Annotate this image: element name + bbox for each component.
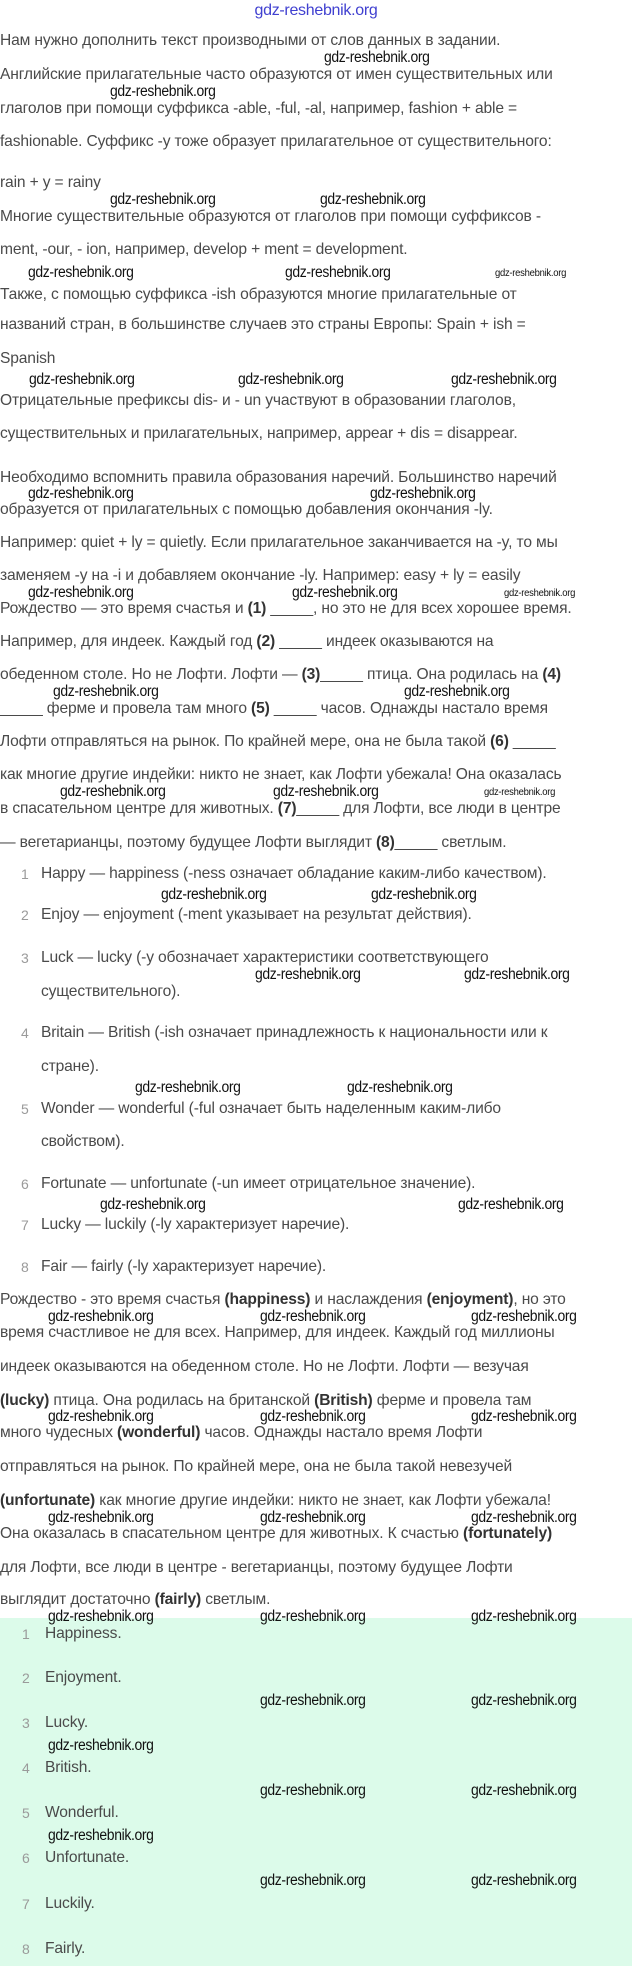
watermark-text: gdz-reshebnik.org	[29, 371, 135, 388]
exercise-line: обеденном столе. Но не Лофти. Лофти — (3)_____ птица. Она родилась на (4)	[0, 666, 561, 683]
answer-item: Unfortunate.	[45, 1849, 130, 1866]
rules-line: Также, с помощью суффикса -ish образуются многие прилагательные от	[0, 286, 517, 303]
watermark-text: gdz-reshebnik.org	[110, 83, 216, 100]
bold-term: (6)	[490, 733, 509, 750]
watermark-text: gdz-reshebnik.org	[347, 1079, 453, 1096]
watermark-text: gdz-reshebnik.org	[48, 1408, 154, 1425]
answer-item: Lucky.	[45, 1714, 89, 1731]
bold-term: (lucky)	[0, 1392, 50, 1409]
list-number: 7	[21, 1217, 29, 1233]
answer-item: Happiness.	[45, 1625, 122, 1642]
answer-text-line: время счастливое не для всех. Например, для индеек. Каждый год миллионы	[0, 1324, 555, 1341]
answer-item: Luckily.	[45, 1895, 95, 1912]
watermark-text: gdz-reshebnik.org	[260, 1608, 366, 1625]
rules-line: существительных и прилагательных, например, appear + dis = disappear.	[0, 425, 518, 442]
list-number: 4	[21, 1025, 29, 1041]
watermark-text: gdz-reshebnik.org	[285, 264, 391, 281]
bold-term: (wonderful)	[117, 1424, 201, 1441]
answer-text-line: (lucky) птица. Она родилась на британской (British) ферме и провела там	[0, 1392, 532, 1409]
watermark-text: gdz-reshebnik.org	[260, 1872, 366, 1889]
watermark-text: gdz-reshebnik.org	[484, 786, 556, 798]
watermark-text: gdz-reshebnik.org	[292, 584, 398, 601]
bold-term: (unfortunate)	[0, 1492, 96, 1509]
watermark-text: gdz-reshebnik.org	[255, 966, 361, 983]
explanation-item: Lucky — luckily (-ly характеризует наречие).	[41, 1216, 350, 1233]
watermark-text: gdz-reshebnik.org	[161, 886, 267, 903]
explanation-item: свойством).	[41, 1133, 125, 1150]
watermark-text: gdz-reshebnik.org	[48, 1827, 154, 1844]
bold-term: (enjoyment)	[426, 1291, 514, 1308]
watermark-text: gdz-reshebnik.org	[504, 587, 576, 599]
watermark-text: gdz-reshebnik.org	[110, 191, 216, 208]
list-number: 5	[21, 1101, 29, 1117]
answer-text-line: выглядит достаточно (fairly) светлым.	[0, 1591, 271, 1608]
answer-item: Enjoyment.	[45, 1669, 122, 1686]
watermark-text: gdz-reshebnik.org	[471, 1509, 577, 1526]
list-number: 3	[22, 1715, 30, 1731]
watermark-text: gdz-reshebnik.org	[48, 1608, 154, 1625]
bold-term: (1)	[247, 600, 267, 617]
bold-term: (4)	[542, 666, 561, 683]
list-number: 6	[21, 1176, 29, 1192]
answer-text-line: Рождество - это время счастья (happiness) и наслаждения (enjoyment), но это	[0, 1291, 566, 1308]
watermark-text: gdz-reshebnik.org	[324, 49, 430, 66]
answer-text-line: (unfortunate) как многие другие индейки: никто не знает, как Лофти убежала!	[0, 1492, 551, 1509]
bold-term: (5)	[251, 700, 270, 717]
explanation-item: Happy — happiness (-ness означает обладание каким-либо качеством).	[41, 865, 547, 882]
watermark-text: gdz-reshebnik.org	[273, 783, 379, 800]
watermark-text: gdz-reshebnik.org	[100, 1196, 206, 1213]
exercise-line: — вегетарианцы, поэтому будущее Лофти выглядит (8)_____ светлым.	[0, 834, 507, 851]
rules-line: rain + y = rainy	[0, 174, 101, 191]
list-number: 3	[21, 950, 29, 966]
exercise-line: как многие другие индейки: никто не знает, как Лофти убежала! Она оказалась	[0, 766, 562, 783]
watermark-text: gdz-reshebnik.org	[28, 584, 134, 601]
exercise-line: _____ ферме и провела там много (5) _____ часов. Однажды настало время	[0, 700, 548, 717]
watermark-text: gdz-reshebnik.org	[464, 966, 570, 983]
explanation-item: Enjoy — enjoyment (-ment указывает на результат действия).	[41, 906, 472, 923]
list-number: 7	[22, 1896, 30, 1912]
exercise-line: Например, для индеек. Каждый год (2) _____ индеек оказываются на	[0, 633, 494, 650]
watermark-text: gdz-reshebnik.org	[471, 1408, 577, 1425]
watermark-text: gdz-reshebnik.org	[471, 1782, 577, 1799]
exercise-line: Лофти отправляться на рынок. По крайней мере, она не была такой (6) _____	[0, 733, 556, 750]
rules-line: Многие существительные образуются от глаголов при помощи суффиксов -	[0, 208, 541, 225]
watermark-text: gdz-reshebnik.org	[238, 371, 344, 388]
bold-term: (2)	[256, 633, 276, 650]
answer-item: Fairly.	[45, 1940, 86, 1957]
bold-term: (happiness)	[224, 1291, 311, 1308]
watermark-text: gdz-reshebnik.org	[458, 1196, 564, 1213]
rules-line: fashionable. Суффикс -y тоже образует прилагательное от существительного:	[0, 133, 552, 150]
rules-line: Отрицательные префиксы dis- и - un участвуют в образовании глаголов,	[0, 392, 516, 409]
watermark-text: gdz-reshebnik.org	[471, 1692, 577, 1709]
bold-term: (7)	[277, 800, 297, 817]
rules-line: Необходимо вспомнить правила образования наречий. Большинство наречий	[0, 469, 557, 486]
list-number: 8	[21, 1259, 29, 1275]
bold-term: (fortunately)	[463, 1525, 553, 1542]
watermark-text: gdz-reshebnik.org	[260, 1782, 366, 1799]
rules-line: Английские прилагательные часто образуются от имен существительных или	[0, 66, 553, 83]
site-watermark-title: gdz-reshebnik.org	[254, 2, 378, 19]
watermark-text: gdz-reshebnik.org	[260, 1408, 366, 1425]
exercise-line: в спасательном центре для животных. (7)_____ для Лофти, все люди в центре	[0, 800, 561, 817]
answer-item: Wonderful.	[45, 1804, 119, 1821]
watermark-text: gdz-reshebnik.org	[371, 886, 477, 903]
rules-line: глаголов при помощи суффикса -able, -ful, -al, например, fashion + able =	[0, 100, 518, 117]
list-number: 1	[22, 1626, 30, 1642]
list-number: 4	[22, 1760, 30, 1776]
explanation-item: Wonder — wonderful (-ful означает быть наделенным каким-либо	[41, 1100, 501, 1117]
explanation-item: Fortunate — unfortunate (-un имеет отрицательное значение).	[41, 1175, 476, 1192]
explanation-item: Luck — lucky (-y обозначает характеристики соответствующего	[41, 949, 489, 966]
answer-text-line: Она оказалась в спасательном центре для животных. К счастью (fortunately)	[0, 1525, 553, 1542]
rules-line: названий стран, в большинстве случаев это страны Европы: Spain + ish =	[0, 316, 526, 333]
exercise-line: Рождество — это время счастья и (1) _____, но это не для всех хорошее время.	[0, 600, 572, 617]
watermark-text: gdz-reshebnik.org	[260, 1308, 366, 1325]
watermark-text: gdz-reshebnik.org	[260, 1509, 366, 1526]
list-number: 2	[22, 1670, 30, 1686]
explanation-item: Britain — British (-ish означает принадлежность к национальности или к	[41, 1024, 548, 1041]
list-number: 1	[21, 866, 29, 882]
list-number: 6	[22, 1850, 30, 1866]
list-number: 8	[22, 1941, 30, 1957]
watermark-text: gdz-reshebnik.org	[48, 1737, 154, 1754]
explanation-item: стране).	[41, 1058, 99, 1075]
explanation-item: существительного).	[41, 983, 181, 1000]
watermark-text: gdz-reshebnik.org	[495, 267, 567, 279]
watermark-text: gdz-reshebnik.org	[48, 1308, 154, 1325]
watermark-text: gdz-reshebnik.org	[60, 783, 166, 800]
watermark-text: gdz-reshebnik.org	[370, 485, 476, 502]
rules-line: заменяем -y на -i и добавляем окончание -ly. Например: easy + ly = easily	[0, 567, 521, 584]
answer-text-line: отправляться на рынок. По крайней мере, она не была такой невезучей	[0, 1458, 513, 1475]
rules-line: ment, -our, - ion, например, develop + ment = development.	[0, 241, 408, 258]
explanation-item: Fair — fairly (-ly характеризует наречие).	[41, 1258, 327, 1275]
watermark-text: gdz-reshebnik.org	[28, 264, 134, 281]
bold-term: (8)	[376, 834, 395, 851]
answer-item: British.	[45, 1759, 92, 1776]
rules-line: Например: quiet + ly = quietly. Если прилагательное заканчивается на -y, то мы	[0, 534, 558, 551]
watermark-text: gdz-reshebnik.org	[404, 683, 510, 700]
rules-line: Spanish	[0, 350, 56, 367]
watermark-text: gdz-reshebnik.org	[471, 1872, 577, 1889]
bold-term: (fairly)	[154, 1591, 202, 1608]
bold-term: (3)	[301, 666, 321, 683]
answer-text-line: индеек оказываются на обеденном столе. Но не Лофти. Лофти — везучая	[0, 1358, 529, 1375]
watermark-text: gdz-reshebnik.org	[320, 191, 426, 208]
bold-term: (British)	[314, 1392, 373, 1409]
answer-text-line: для Лофти, все люди в центре - вегетарианцы, поэтому будущее Лофти	[0, 1559, 513, 1576]
watermark-text: gdz-reshebnik.org	[135, 1079, 241, 1096]
watermark-text: gdz-reshebnik.org	[53, 683, 159, 700]
watermark-text: gdz-reshebnik.org	[28, 485, 134, 502]
rules-line: Нам нужно дополнить текст производными от слов данных в задании.	[0, 32, 501, 49]
watermark-text: gdz-reshebnik.org	[48, 1509, 154, 1526]
watermark-text: gdz-reshebnik.org	[471, 1608, 577, 1625]
watermark-text: gdz-reshebnik.org	[471, 1308, 577, 1325]
rules-line: образуется от прилагательных с помощью добавления окончания -ly.	[0, 501, 493, 518]
list-number: 5	[22, 1805, 30, 1821]
list-number: 2	[21, 907, 29, 923]
answer-text-line: много чудесных (wonderful) часов. Однажды настало время Лофти	[0, 1424, 483, 1441]
watermark-text: gdz-reshebnik.org	[451, 371, 557, 388]
watermark-text: gdz-reshebnik.org	[260, 1692, 366, 1709]
